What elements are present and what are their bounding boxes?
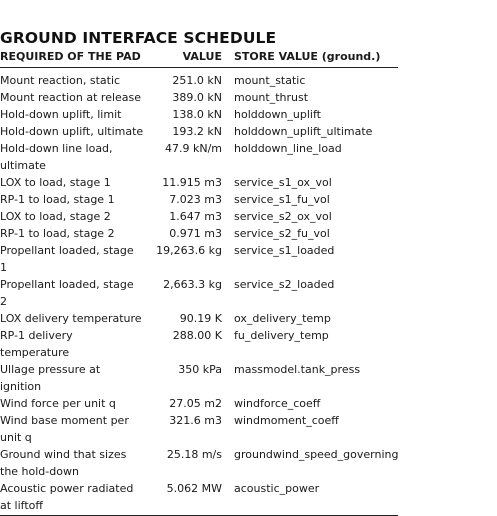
row-requirement: Wind base moment per unit q: [0, 414, 129, 444]
row-store-key: windmoment_coeff: [234, 414, 339, 427]
header-row: [0, 48, 398, 68]
table-row: [0, 480, 398, 516]
table-row: [0, 208, 398, 225]
table-row: [0, 327, 398, 361]
table-row: [0, 225, 398, 242]
row-store-key: service_s2_ox_vol: [234, 210, 332, 223]
row-value: 288.00 K: [172, 329, 222, 342]
row-requirement: LOX to load, stage 2: [0, 210, 111, 223]
table-row: [0, 89, 398, 106]
row-requirement: LOX to load, stage 1: [0, 176, 111, 189]
table-row: [0, 106, 398, 123]
row-requirement: RP-1 delivery temperature: [0, 329, 73, 359]
row-requirement: Mount reaction at release: [0, 91, 142, 104]
row-store-key: service_s1_ox_vol: [234, 176, 332, 189]
row-store-key: holddown_uplift_ultimate: [234, 125, 373, 138]
row-store-key: mount_static: [234, 74, 306, 87]
row-store-key: holddown_line_load: [234, 142, 342, 155]
row-requirement: Ground wind that sizes the hold-down: [0, 448, 127, 478]
row-requirement: Hold-down uplift, limit: [0, 108, 122, 121]
row-value: 25.18 m/s: [166, 448, 222, 461]
column-header-value: VALUE: [146, 48, 224, 68]
column-header-store-value: STORE VALUE (ground.): [224, 48, 398, 68]
table-body: [0, 68, 398, 516]
table-row: [0, 310, 398, 327]
row-store-key: acoustic_power: [234, 482, 320, 495]
row-store-key: massmodel.tank_press: [234, 363, 361, 376]
row-requirement: Propellant loaded, stage 1: [0, 244, 134, 274]
row-requirement: RP-1 to load, stage 2: [0, 227, 115, 240]
column-header-required: REQUIRED OF THE PAD: [0, 48, 146, 68]
row-store-key: groundwind_speed_governing: [234, 448, 399, 461]
table-row: [0, 242, 398, 276]
table-row: [0, 276, 398, 310]
row-value: 1.647 m3: [169, 210, 222, 223]
row-store-key: service_s2_fu_vol: [234, 227, 330, 240]
row-requirement: LOX delivery temperature: [0, 312, 142, 325]
row-requirement: Ullage pressure at ignition: [0, 363, 101, 393]
table-header: [0, 48, 398, 68]
schedule-title: GROUND INTERFACE SCHEDULE: [0, 29, 277, 47]
row-store-key: fu_delivery_temp: [234, 329, 329, 342]
row-value: 7.023 m3: [169, 193, 222, 206]
row-value: 47.9 kN/m: [164, 142, 222, 155]
row-value: 251.0 kN: [172, 74, 222, 87]
row-value: 138.0 kN: [172, 108, 222, 121]
row-value: 350 kPa: [178, 363, 222, 376]
table-row: [0, 140, 398, 174]
row-value: 19,263.6 kg: [156, 244, 222, 257]
row-value: 2,663.3 kg: [163, 278, 222, 291]
row-store-key: service_s1_fu_vol: [234, 193, 330, 206]
row-value: 0.971 m3: [169, 227, 222, 240]
ground-interface-table: [0, 48, 398, 516]
table-row: [0, 123, 398, 140]
row-store-key: windforce_coeff: [234, 397, 321, 410]
table-row: [0, 68, 398, 90]
table-row: [0, 361, 398, 395]
row-requirement: Propellant loaded, stage 2: [0, 278, 134, 308]
row-value: 11.915 m3: [162, 176, 222, 189]
row-value: 321.6 m3: [169, 414, 222, 427]
row-store-key: holddown_uplift: [234, 108, 321, 121]
row-requirement: RP-1 to load, stage 1: [0, 193, 115, 206]
row-requirement: Acoustic power radiated at liftoff: [0, 482, 134, 512]
row-requirement: Hold-down uplift, ultimate: [0, 125, 144, 138]
row-value: 27.05 m2: [169, 397, 222, 410]
row-requirement: Hold-down line load, ultimate: [0, 142, 113, 172]
row-requirement: Mount reaction, static: [0, 74, 121, 87]
row-value: 90.19 K: [179, 312, 222, 325]
row-store-key: ox_delivery_temp: [234, 312, 331, 325]
table-row: [0, 395, 398, 412]
table-row: [0, 412, 398, 446]
table-row: [0, 174, 398, 191]
row-store-key: service_s1_loaded: [234, 244, 335, 257]
row-store-key: mount_thrust: [234, 91, 309, 104]
table-row: [0, 191, 398, 208]
row-value: 389.0 kN: [172, 91, 222, 104]
row-store-key: service_s2_loaded: [234, 278, 335, 291]
row-value: 193.2 kN: [172, 125, 222, 138]
row-requirement: Wind force per unit q: [0, 397, 116, 410]
table-row: [0, 446, 398, 480]
row-value: 5.062 MW: [166, 482, 222, 495]
